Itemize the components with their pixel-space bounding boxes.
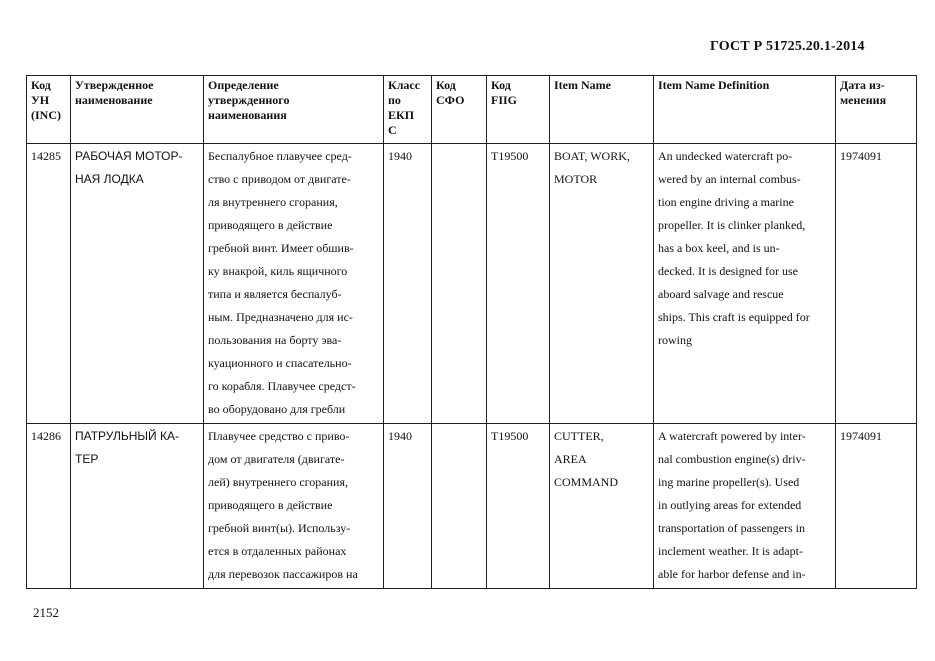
text-line: able for harbor defense and in- xyxy=(658,567,806,581)
text-line: лей) внутреннего сгорания, xyxy=(208,475,348,489)
text-line: Код xyxy=(491,78,511,92)
col-header-item-name xyxy=(550,76,654,144)
table-row xyxy=(27,144,917,424)
text-line: A watercraft powered by inter- xyxy=(658,429,806,443)
text-line: Класс xyxy=(388,78,421,92)
text-line: УН xyxy=(31,93,50,107)
document-standard-header: ГОСТ Р 51725.20.1-2014 xyxy=(710,39,865,54)
cell-inc: 14285 xyxy=(27,144,71,424)
cell-sfo xyxy=(432,144,487,424)
text-line: Item Name xyxy=(554,78,611,92)
col-header-definition xyxy=(204,76,384,144)
text-line: wered by an internal combus- xyxy=(658,172,801,186)
cell-fiig: T19500 xyxy=(487,424,550,589)
text-line: FIIG xyxy=(491,93,518,107)
text-line: ТЕР xyxy=(75,452,99,466)
text-line: ПАТРУЛЬНЫЙ КА- xyxy=(75,429,179,443)
text-line: пользования на борту эва- xyxy=(208,333,342,347)
col-header-change-date xyxy=(836,76,917,144)
text-line: ЕКП xyxy=(388,108,415,122)
cell-item-name xyxy=(550,424,654,589)
text-line: наименование xyxy=(75,93,153,107)
text-line: гребной винт(ы). Использу- xyxy=(208,521,351,535)
text-line: BOAT, WORK, xyxy=(554,149,630,163)
table-header-row xyxy=(27,76,917,144)
cell-approved-name xyxy=(71,144,204,424)
cell-definition xyxy=(204,424,384,589)
cell-fiig: T19500 xyxy=(487,144,550,424)
table-row xyxy=(27,424,917,589)
text-line: утвержденного xyxy=(208,93,290,107)
text-line: дом от двигателя (двигате- xyxy=(208,452,345,466)
text-line: Плавучее средство с приво- xyxy=(208,429,350,443)
text-line: НАЯ ЛОДКА xyxy=(75,172,144,186)
text-line: гребной винт. Имеет обшив- xyxy=(208,241,354,255)
col-header-fiig xyxy=(487,76,550,144)
text-line: MOTOR xyxy=(554,172,598,186)
catalog-table xyxy=(26,75,917,589)
text-line: для перевозок пассажиров на xyxy=(208,567,358,581)
cell-item-name xyxy=(550,144,654,424)
text-line: AREA xyxy=(554,452,587,466)
text-line: inclement weather. It is adapt- xyxy=(658,544,803,558)
text-line: по xyxy=(388,93,401,107)
text-line: ство с приводом от двигате- xyxy=(208,172,351,186)
text-line: ля внутреннего сгорания, xyxy=(208,195,338,209)
text-line: ships. This craft is equipped for xyxy=(658,310,810,324)
text-line: менения xyxy=(840,93,887,107)
col-header-sfo xyxy=(432,76,487,144)
text-line: in outlying areas for extended xyxy=(658,498,802,512)
text-line: Утвержденное xyxy=(75,78,154,92)
text-line: Беспалубное плавучее сред- xyxy=(208,149,352,163)
text-line: С xyxy=(388,123,397,137)
text-line: ing marine propeller(s). Used xyxy=(658,475,800,489)
text-line: ным. Предназначено для ис- xyxy=(208,310,353,324)
text-line: куационного и спасательно- xyxy=(208,356,352,370)
page-number: 2152 xyxy=(33,605,59,620)
text-line: Код xyxy=(31,78,51,92)
col-header-class xyxy=(384,76,432,144)
text-line: An undecked watercraft po- xyxy=(658,149,793,163)
text-line: во оборудовано для гребли xyxy=(208,402,346,416)
cell-class: 1940 xyxy=(384,144,432,424)
text-line: COMMAND xyxy=(554,475,619,489)
text-line: наименования xyxy=(208,108,287,122)
text-line: CUTTER, xyxy=(554,429,604,443)
text-line: РАБОЧАЯ МОТОР- xyxy=(75,149,183,163)
text-line: ку внакрой, киль ящичного xyxy=(208,264,348,278)
text-line: tion engine driving a marine xyxy=(658,195,794,209)
text-line: nal combustion engine(s) driv- xyxy=(658,452,806,466)
text-line: rowing xyxy=(658,333,692,347)
cell-inc: 14286 xyxy=(27,424,71,589)
text-line: го корабля. Плавучее средст- xyxy=(208,379,356,393)
text-line: Определение xyxy=(208,78,279,92)
text-line: propeller. It is clinker planked, xyxy=(658,218,806,232)
text-line: aboard salvage and rescue xyxy=(658,287,784,301)
text-line: Код xyxy=(436,78,456,92)
text-line: transportation of passengers in xyxy=(658,521,805,535)
cell-sfo xyxy=(432,424,487,589)
text-line: СФО xyxy=(436,93,465,107)
text-line: ется в отдаленных районах xyxy=(208,544,347,558)
text-line: типа и является беспалуб- xyxy=(208,287,342,301)
text-line: Дата из- xyxy=(840,78,885,92)
cell-change-date: 1974091 xyxy=(836,424,917,589)
col-header-item-definition xyxy=(654,76,836,144)
text-line: приводящего в действие xyxy=(208,498,333,512)
cell-item-definition xyxy=(654,424,836,589)
text-line: has a box keel, and is un- xyxy=(658,241,780,255)
text-line: Item Name Definition xyxy=(658,78,770,92)
col-header-inc xyxy=(27,76,71,144)
cell-definition xyxy=(204,144,384,424)
col-header-approved-name xyxy=(71,76,204,144)
text-line: (INC) xyxy=(31,108,61,122)
cell-item-definition xyxy=(654,144,836,424)
text-line: приводящего в действие xyxy=(208,218,333,232)
cell-class: 1940 xyxy=(384,424,432,589)
cell-approved-name xyxy=(71,424,204,589)
text-line: decked. It is designed for use xyxy=(658,264,798,278)
cell-change-date: 1974091 xyxy=(836,144,917,424)
